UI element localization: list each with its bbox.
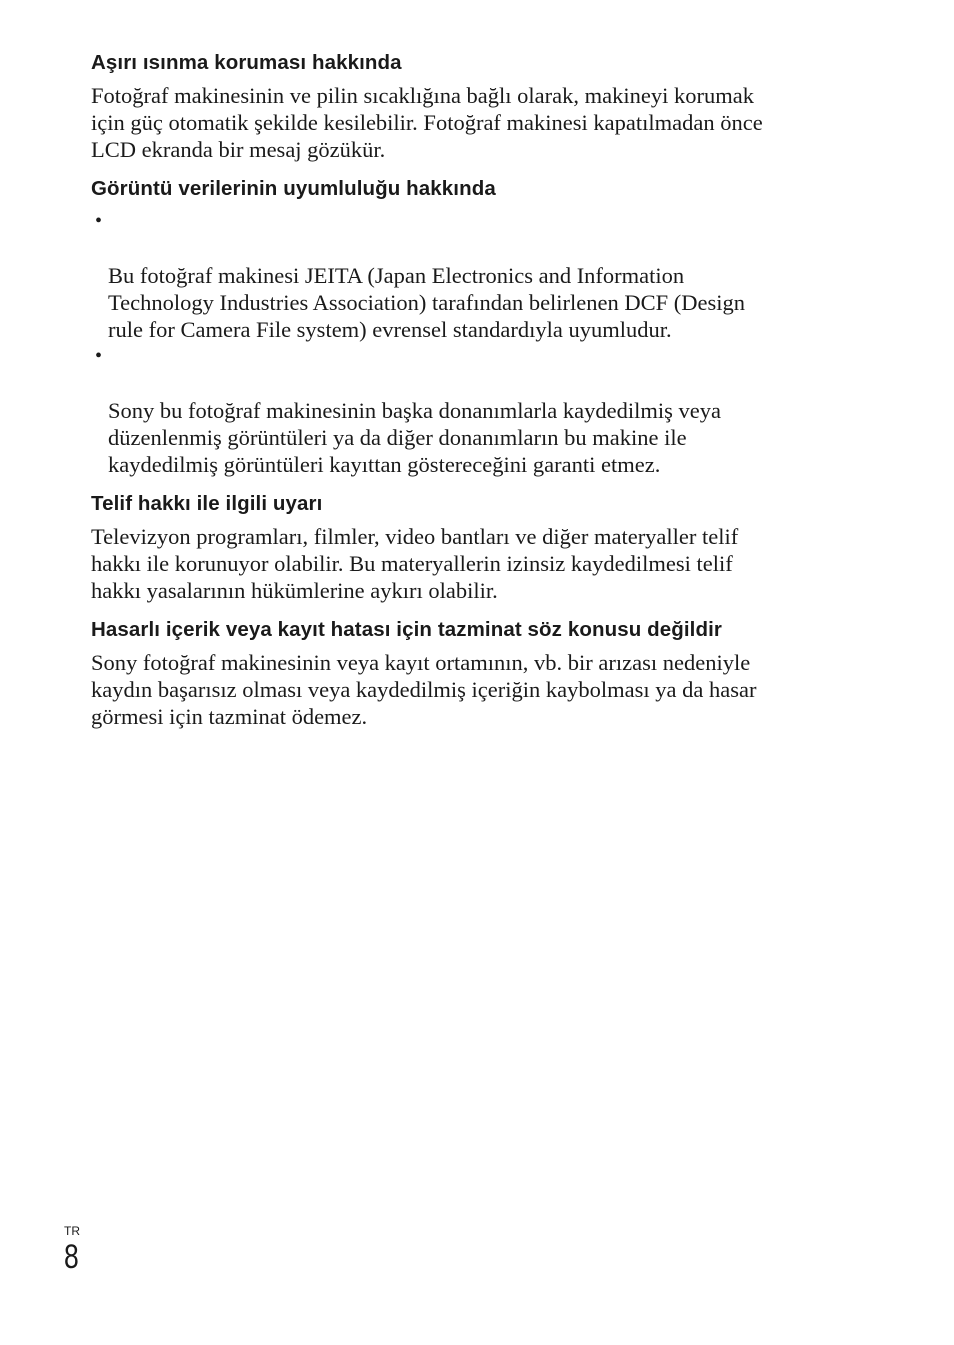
page-number: 8 [64,1238,79,1276]
bullet-icon: • [95,210,103,232]
bullet-text: Sony bu fotoğraf makinesinin başka donanımlarla kaydedilmiş veya düzenlenmiş görüntüleri ya da diğer donanımların bu makine ile kaydedilmiş görüntüleri kayıttan göstereceğini garanti etmez. [108,398,721,477]
page-content [91,50,871,730]
section-paragraph: Fotoğraf makinesinin ve pilin sıcaklığına bağlı olarak, makineyi korumak için güç otomatik şekilde kesilebilir. Fotoğraf makinesi kapatılmadan önce LCD ekranda bir mesaj gözükür. [91,83,763,162]
section-heading: Aşırı ısınma koruması hakkında [91,51,402,74]
section-no-compensation [91,617,871,730]
section-image-data-compatibility [91,176,871,478]
language-code: TR [64,1224,80,1238]
section-overheat-protection [91,50,871,163]
bullet-icon: • [95,345,103,367]
section-heading: Telif hakkı ile ilgili uyarı [91,492,323,515]
bullet-text: Bu fotoğraf makinesi JEITA (Japan Electronics and Information Technology Industries Association) tarafından belirlenen DCF (Design rule for Camera File system) evrensel standardıyla uyumludur. [108,263,746,342]
section-heading: Hasarlı içerik veya kayıt hatası için tazminat söz konusu değildir [91,618,722,641]
list-item [91,343,871,478]
page-footer [64,1224,104,1274]
section-paragraph: Televizyon programları, filmler, video bantları ve diğer materyaller telif hakkı ile korunuyor olabilir. Bu materyallerin izinsiz kaydedilmesi telif hakkı yasalarının hükümlerine aykırı olabilir. [91,524,739,603]
list-item [91,208,871,343]
section-paragraph: Sony fotoğraf makinesinin veya kayıt ortamının, vb. bir arızası nedeniyle kaydın başarısız olması veya kaydedilmiş içeriğin kaybolması ya da hasar görmesi için tazminat ödemez. [91,650,757,729]
section-copyright-warning [91,491,871,604]
bullet-list [91,208,871,478]
section-heading: Görüntü verilerinin uyumluluğu hakkında [91,177,496,200]
